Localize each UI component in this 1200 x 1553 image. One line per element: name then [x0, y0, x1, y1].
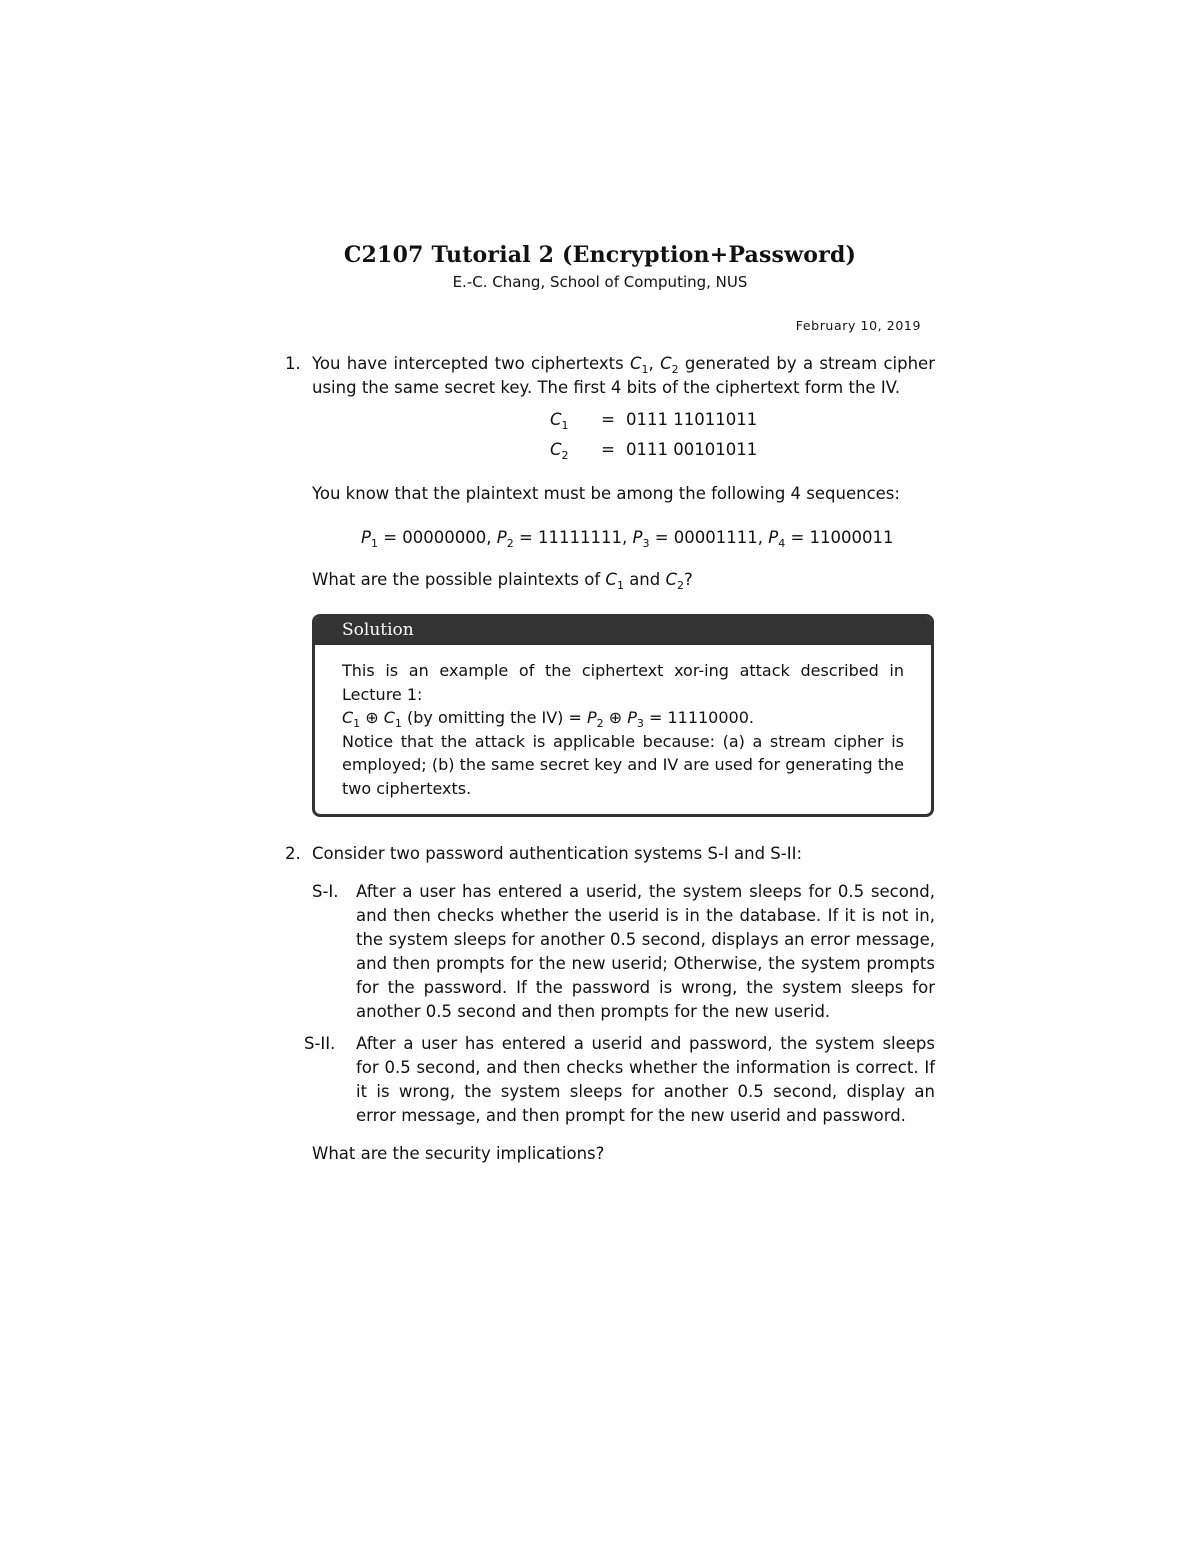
document-title: C2107 Tutorial 2 (Encryption+Password)	[343, 242, 857, 268]
question-1	[285, 352, 935, 798]
system-item	[312, 880, 935, 1024]
equation-c2: $C_2 = 0111$ 00101011	[550, 440, 758, 462]
question-2-intro: Consider two password authentication systems S-I and S-II:	[312, 844, 803, 863]
solution-line-1: This is an example of the ciphertext xor-ing attack described in Lecture 1:	[342, 661, 904, 704]
solution-body	[315, 645, 931, 814]
document-author: E.-C. Chang, School of Computing, NUS	[452, 273, 748, 291]
question-2	[285, 842, 935, 1166]
system-description: After a user has entered a userid and password, the system sleeps for 0.5 second, and then checks whether the information is correct. If it is wrong, the system sleeps for another 0.5 second, display an error message, and then prompt for the new userid and password.	[356, 1034, 935, 1125]
system-label: S-I.	[312, 882, 339, 901]
question-2-number: 2.	[285, 844, 301, 863]
system-item	[304, 1032, 935, 1128]
equation-c1: $C_1 = 0111$ 11011011	[550, 410, 758, 432]
system-description: After a user has entered a userid, the system sleeps for 0.5 second, and then checks whether the userid is in the database. If it is not in, the system sleeps for another 0.5 second, displays an error message, and then prompts for the new userid; Otherwise, the system prompts for the password. If the password is wrong, the system sleeps for another 0.5 second and then prompts for the new userid.	[356, 882, 935, 1021]
question-1-intro: You have intercepted two ciphertexts $C_1$, $C_2$ generated by a stream cipher using the same secret key. The first 4 bits of the ciphertext form the IV.	[312, 354, 935, 397]
system-label: S-II.	[304, 1034, 336, 1053]
solution-line-3: Notice that the attack is applicable because: (a) a stream cipher is employed; (b) the same secret key and IV are used for generating the two ciphertexts.	[342, 731, 904, 798]
solution-line-2: $C_1$ ⊕ $C_1$ (by omitting the $IV) = P_2$ ⊕ $P_3 = 11110000$.	[342, 708, 754, 730]
question-1-question: What are the possible plaintexts of $C_1$ and $C_2$?	[312, 570, 693, 592]
solution-box	[312, 614, 934, 817]
question-2-question: What are the security implications?	[312, 1144, 605, 1163]
question-1-know: You know that the plaintext must be among the following 4 sequences:	[312, 484, 900, 503]
document-date: February 10, 2019	[795, 318, 921, 333]
solution-header: Solution	[315, 617, 931, 645]
plaintext-sequences: $P_1 = 00000000$, $P_2 = 11111111$, $P_3 = 00001111$, $P_4 = 11000011$	[361, 528, 894, 550]
question-1-number: 1.	[285, 354, 301, 373]
ciphertext-equations	[550, 408, 757, 468]
